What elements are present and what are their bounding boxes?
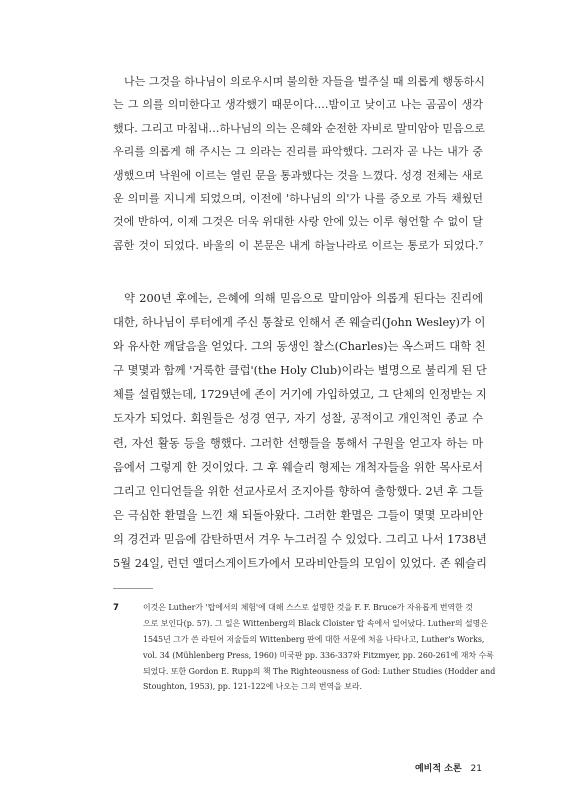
body-line: 구 몇몇과 함께 '거룩한 클럽'(the Holy Club)이라는 별명으로 불리게 된 단 <box>113 364 487 378</box>
body-line: 의 경건과 믿음에 감탄하면서 겨우 누그러질 수 있었다. 그리고 나서 1738년 <box>113 532 487 546</box>
quote-line: 콤한 것이 되었다. 바울의 이 본문은 내게 하늘나라로 이르는 통로가 되었다.⁷ <box>113 238 483 252</box>
footnote-line: vol. 34 (Mühlenberg Press, 1960) 미국판 pp. 336-337와 Fitzmyer, pp. 260-261에 재차 수록 <box>143 650 494 660</box>
quote-line: 우리를 의롭게 해 주시는 그 의라는 진리를 파악했다. 그러자 곧 나는 내가 중 <box>113 145 483 159</box>
body-line: 은 극심한 환멸을 느낀 채 되돌아왔다. 그러한 환멸은 그들이 몇몇 모라비안 <box>113 508 483 522</box>
body-line: 5월 24일, 런던 앨더스게이트가에서 모라비안들의 모임이 있었다. 존 웨슬리 <box>113 557 487 571</box>
quote-line: 운 의미를 지니게 되었으며, 이전에 '하나님의 의'가 나를 증오로 가득 채웠던 <box>113 191 483 205</box>
running-title: 예비적 소론 <box>414 764 462 774</box>
footnote-line: Stoughton, 1953), pp. 121-122에 나오는 그의 번역을 보라. <box>143 682 363 692</box>
footnote-line: 1545년 그가 쓴 라틴어 저술들의 Wittenberg 판에 대한 서문에 처음 나타나고, Luther's Works, <box>143 634 485 644</box>
page-number: 21 <box>470 764 482 774</box>
body-line: 음에서 그렇게 한 것이었다. 그 후 웨슬리 형제는 개척자들을 위한 목사로서 <box>113 460 483 474</box>
footnote-line: 되었다. 또한 Gordon E. Rupp의 책 The Righteousness of God: Luther Studies (Hodder and <box>143 666 496 676</box>
footnote-text <box>143 600 496 695</box>
body-line: 도자가 되었다. 회원들은 성경 연구, 자기 성찰, 공적이고 개인적인 종교 수 <box>113 412 483 426</box>
body-line: 대한, 하나님이 루터에게 주신 통찰로 인해서 존 웨슬리(John Wesley)가 이 <box>113 316 486 330</box>
footnote-number: 7 <box>113 603 119 613</box>
block-quote <box>113 70 483 257</box>
footnote-line: 으로 보인다(p. 57). 그 일은 Wittenberg의 Black Cloister 탑 속에서 일어났다. Luther의 설명은 <box>143 618 488 628</box>
body-line: 련, 자선 활동 등을 행했다. 그러한 선행들을 통해서 구원을 얻고자 하는 마 <box>113 436 483 450</box>
quote-line: 생했으며 낙원에 이르는 열린 문을 통과했다는 것을 느꼈다. 성경 전체는 새로 <box>113 168 483 182</box>
footnote-divider <box>113 588 153 589</box>
running-footer <box>415 761 482 774</box>
quote-line: 것에 반하여, 이제 그것은 더욱 위대한 사랑 안에 있는 이루 형언할 수 없이 달 <box>113 215 483 229</box>
footnote-line: 이것은 Luther가 '탑에서의 체험'에 대해 스스로 설명한 것을 F. F. Bruce가 자유롭게 번역한 것 <box>143 603 473 612</box>
body-line: 그리고 인디언들을 위한 선교사로서 조지아를 향하여 출항했다. 2년 후 그들 <box>113 484 484 498</box>
body-line: 약 200년 후에는, 은혜에 의해 믿음으로 말미암아 의롭게 된다는 진리에 <box>124 292 483 305</box>
body-line: 와 유사한 깨달음을 얻었다. 그의 동생인 찰스(Charles)는 옥스퍼드 대학 친 <box>113 340 486 354</box>
quote-line: 했다. 그리고 마침내…하나님의 의는 은혜와 순전한 자비로 말미암아 믿음으로 <box>113 121 485 135</box>
body-paragraph <box>113 287 487 576</box>
quote-line: 나는 그것을 하나님이 의로우시며 불의한 자들을 벌주실 때 의롭게 행동하시 <box>124 75 485 88</box>
body-line: 체를 설립했는데, 1729년에 존이 거기에 가입하였고, 그 단체의 인정받는 지 <box>113 388 487 402</box>
quote-line: 는 그 의를 의미한다고 생각했기 때문이다.…밤이고 낮이고 나는 곰곰이 생각 <box>113 98 483 112</box>
